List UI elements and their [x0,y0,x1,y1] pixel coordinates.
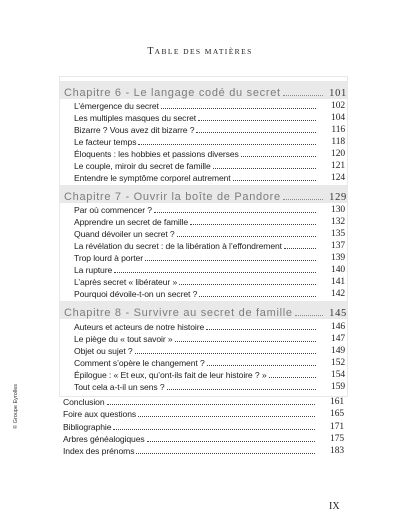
dot-leader [284,247,316,249]
chapter-page: 101 [329,88,347,99]
toc-entry[interactable] [60,203,347,215]
entry-page: 152 [331,358,345,368]
entry-title: L’émergence du secret [74,101,159,111]
dot-leader [206,328,316,330]
entry-title: Par où commencer ? [74,205,152,215]
entry-title: Trop lourd à porter [74,253,143,263]
copyright-side-credit [8,372,18,432]
entry-title: Conclusion [63,397,105,408]
dot-leader [295,314,323,316]
toc-entry[interactable] [60,356,347,368]
entry-title: Quand dévoiler un secret ? [74,229,175,239]
chapter-page: 129 [329,192,347,203]
entry-page: 175 [330,433,344,444]
entry-title: Index des prénoms [63,445,135,456]
entry-title: Arbres généalogiques [63,433,145,444]
dot-leader [179,283,316,285]
toc-entry[interactable] [60,287,347,299]
toc-entry[interactable] [60,147,347,159]
dot-leader [198,119,316,121]
entry-title: Tout cela a-t-il un sens ? [74,382,165,392]
dot-leader [136,452,315,454]
toc-entry[interactable] [60,275,347,287]
chapter-7-entries [60,203,347,299]
header-title-initial: T [147,46,155,57]
dot-leader [138,143,316,145]
entry-page: 124 [331,173,345,183]
entry-page: 130 [331,205,345,215]
dot-leader [161,107,316,109]
entry-title: Bibliographie [63,421,112,432]
dot-leader [138,415,315,417]
entry-page: 147 [331,334,345,344]
chapter-8-heading-row[interactable] [60,301,347,319]
dot-leader [207,364,316,366]
entry-page: 183 [330,445,344,456]
toc-entry[interactable] [60,227,347,239]
header-title-rest: ABLE DES MATIÈRES [154,47,253,56]
dot-leader [145,259,316,261]
entry-title: Pourquoi dévoile-t-on un secret ? [74,289,198,299]
dot-leader [107,403,315,405]
entry-title: Entendre le symptôme corporel autrement [74,173,231,183]
toc-entry[interactable] [59,419,346,431]
chapter-6-entries [60,99,347,183]
entry-title: Les multiples masques du secret [74,113,197,123]
entry-title: Apprendre un secret de famille [74,217,189,227]
entry-title: Le piège du « tout savoir » [74,334,173,344]
entry-title: Le couple, miroir du secret de famille [74,161,211,171]
entry-page: 154 [331,370,345,380]
entry-title: Épilogue : « Et eux, qu’ont-ils fait de leur histoire ? » [74,370,267,380]
dot-leader [154,211,316,213]
entry-page: 139 [331,253,345,263]
dot-leader [241,155,316,157]
entry-title: Le facteur temps [74,137,137,147]
chapter-title: Chapitre 7 - Ouvrir la boîte de Pandore [64,191,281,203]
entry-title: Foire aux questions [63,409,137,420]
entry-page: 140 [331,265,345,275]
entry-page: 102 [331,101,345,111]
page-running-header [0,46,400,57]
dot-leader [177,235,316,237]
toc-entry[interactable] [60,135,347,147]
toc-entry[interactable] [60,368,347,380]
table-of-contents [59,76,348,397]
page-number: IX [329,501,340,512]
entry-page: 161 [330,397,344,408]
entry-title: L’après secret « libérateur » [74,277,178,287]
dot-leader [199,295,316,297]
entry-title: La révélation du secret : de la libération à l’effondrement [74,241,282,251]
dot-leader [113,428,315,430]
dot-leader [283,94,323,96]
toc-entry[interactable] [59,432,346,444]
entry-page: 171 [330,421,344,432]
chapter-page: 145 [329,308,347,319]
dot-leader [269,376,316,378]
entry-page: 135 [331,229,345,239]
entry-title: Comment s’opère le changement ? [74,358,205,368]
dot-leader [167,388,316,390]
back-matter-list [59,395,346,456]
entry-page: 141 [331,277,345,287]
entry-page: 137 [331,241,345,251]
entry-page: 104 [331,113,345,123]
entry-page: 142 [331,289,345,299]
entry-page: 120 [331,149,345,159]
entry-page: 118 [331,137,345,147]
dot-leader [114,271,316,273]
toc-entry[interactable] [60,332,347,344]
dot-leader [233,179,316,181]
toc-entry[interactable] [60,123,347,135]
toc-entry[interactable] [60,171,347,183]
entry-page: 149 [331,346,345,356]
dot-leader [175,340,316,342]
chapter-8-entries [60,320,347,392]
entry-title: Éloquents : les hobbies et passions diverses [74,149,239,159]
entry-page: 121 [331,161,345,171]
toc-entry[interactable] [59,395,346,407]
dot-leader [135,352,316,354]
chapter-title: Chapitre 6 - Le langage codé du secret [64,87,281,99]
copyright-text: © Groupe Eyrolles [13,383,19,429]
chapter-6-heading-row[interactable] [60,81,347,99]
dot-leader [147,440,315,442]
dot-leader [190,223,316,225]
toc-entry[interactable] [60,380,347,392]
dot-leader [196,131,316,133]
toc-entry[interactable] [60,239,347,251]
entry-page: 146 [331,322,345,332]
entry-title: Auteurs et acteurs de notre histoire [74,322,205,332]
dot-leader [283,198,323,200]
toc-entry[interactable] [60,251,347,263]
toc-entry[interactable] [60,263,347,275]
entry-page: 165 [330,409,344,420]
entry-title: La rupture [74,265,113,275]
toc-entry[interactable] [59,444,346,456]
toc-entry[interactable] [60,111,347,123]
dot-leader [213,167,316,169]
toc-entry[interactable] [60,99,347,111]
chapter-title: Chapitre 8 - Survivre au secret de famille [64,307,293,319]
toc-entry[interactable] [59,407,346,419]
entry-title: Objet ou sujet ? [74,346,133,356]
chapter-7-heading-row[interactable] [60,185,347,203]
entry-page: 132 [331,217,345,227]
toc-entry[interactable] [60,320,347,332]
toc-entry[interactable] [60,344,347,356]
toc-entry[interactable] [60,215,347,227]
toc-entry[interactable] [60,159,347,171]
entry-page: 116 [331,125,345,135]
entry-title: Bizarre ? Vous avez dit bizarre ? [74,125,195,135]
entry-page: 159 [331,382,345,392]
